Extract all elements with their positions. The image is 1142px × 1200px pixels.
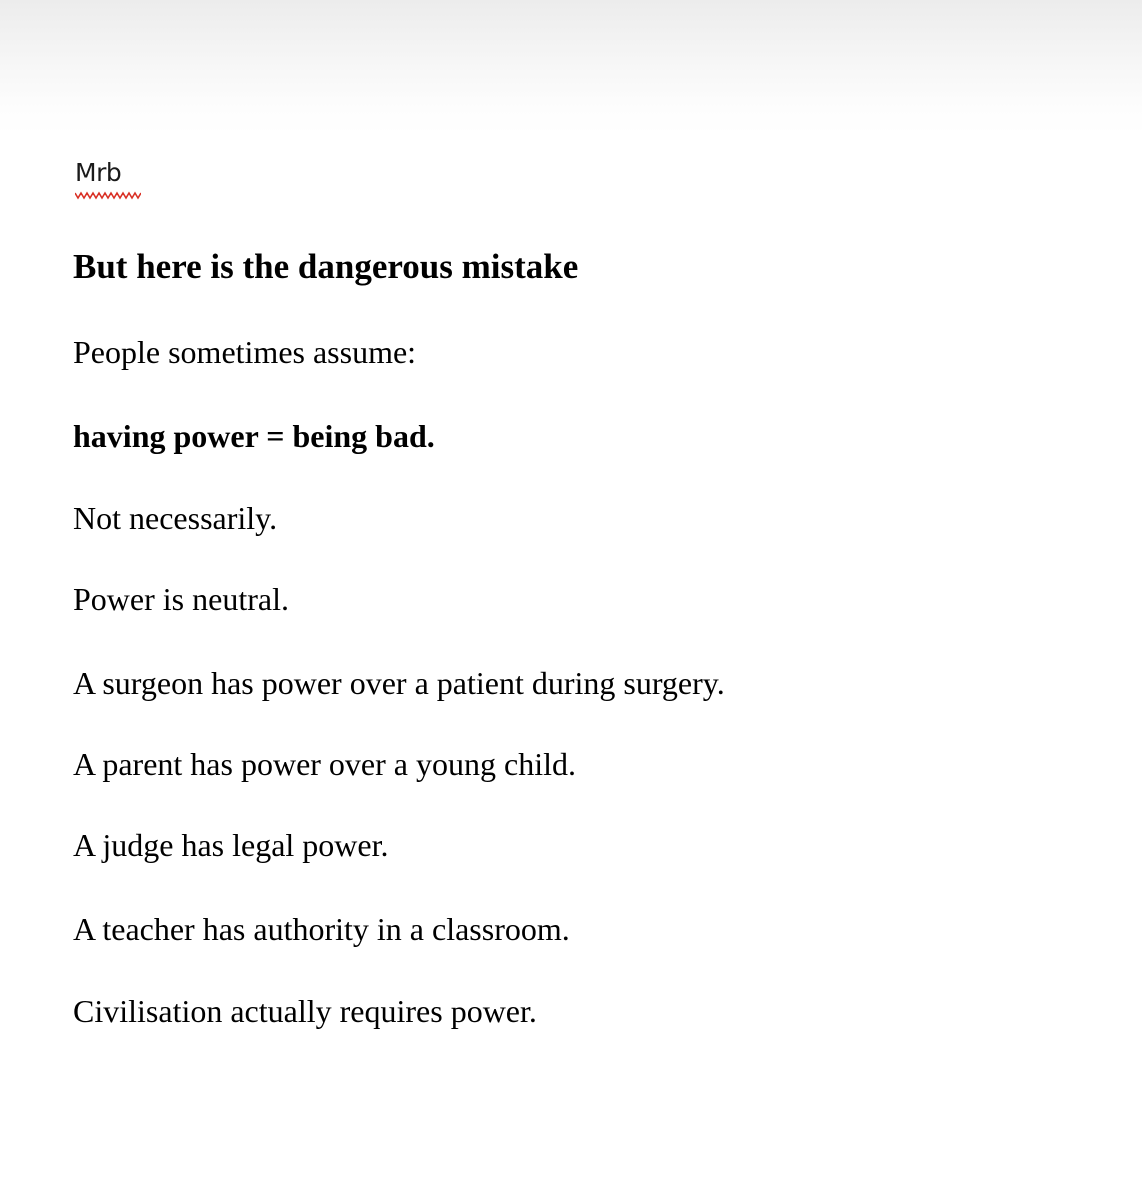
paragraph: Civilisation actually requires power. xyxy=(73,993,537,1029)
paragraph: Power is neutral. xyxy=(73,581,289,617)
paragraph: Not necessarily. xyxy=(73,500,278,536)
paragraph: People sometimes assume: xyxy=(73,334,417,370)
paragraph: A surgeon has power over a patient during surgery. xyxy=(73,665,725,701)
paragraph: A parent has power over a young child. xyxy=(73,746,576,782)
paragraph: A judge has legal power. xyxy=(73,827,389,863)
paragraph-bold: having power = being bad. xyxy=(73,418,435,454)
paragraph: A teacher has authority in a classroom. xyxy=(73,911,570,947)
spellcheck-underline xyxy=(75,190,141,200)
top-shadow xyxy=(0,0,1142,135)
author-name[interactable]: Mrb xyxy=(75,158,122,187)
section-heading: But here is the dangerous mistake xyxy=(73,247,579,286)
